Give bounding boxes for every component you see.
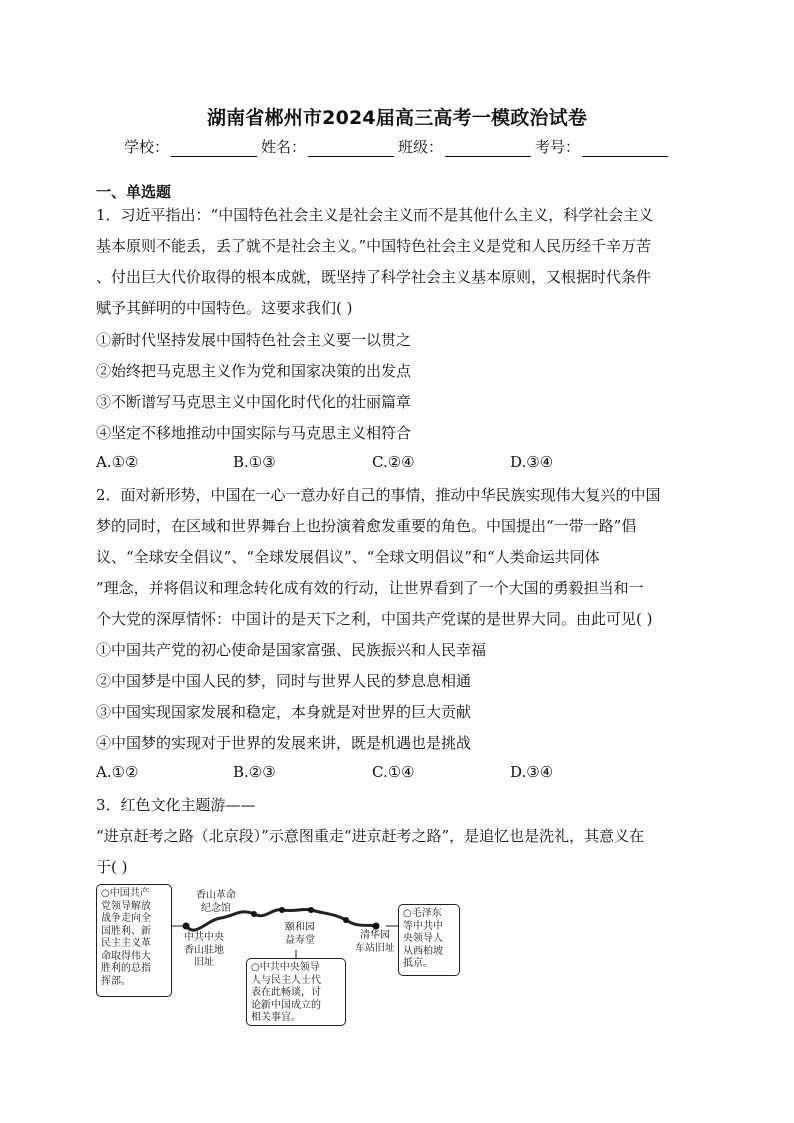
q1-statement: ④坚定不移地推动中国实际与马克思主义相符合 <box>96 424 412 442</box>
note-box-right: ○毛泽东 等中共中 央领导人 从西柏坡 抵京。 <box>398 904 460 976</box>
q2-statement: ③中国实现国家发展和稳定，本身就是对世界的巨大贡献 <box>96 703 472 721</box>
stop-dot <box>251 911 257 917</box>
q3-line: 于( ) <box>96 858 128 876</box>
number-blank[interactable] <box>582 140 668 157</box>
q1-statement: ②始终把马克思主义作为党和国家决策的出发点 <box>96 362 412 380</box>
class-field <box>398 136 531 157</box>
stop-dot <box>308 907 314 913</box>
q1-option-b[interactable]: B.①③ <box>233 453 276 471</box>
q3-line: 3．红色文化主题游—— <box>96 796 256 814</box>
place-summer-palace: 颐和园 益寿堂 <box>285 922 315 946</box>
q2-line: 梦的同时，在区域和世界舞台上也扮演着愈发重要的角色。中国提出“一带一路”倡 <box>96 517 637 535</box>
q2-line: 个大党的深厚情怀：中国计的是天下之利，中国共产党谋的是世界大同。由此可见( ) <box>96 610 653 628</box>
section-title: 一、单选题 <box>96 183 172 201</box>
q1-statement: ③不断谱写马克思主义中国化时代化的壮丽篇章 <box>96 393 412 411</box>
q1-line: 1．习近平指出：“中国特色社会主义是社会主义而不是其他什么主义，科学社会主义 <box>96 206 654 224</box>
route-diagram <box>96 878 476 1028</box>
q1-option-a[interactable]: A.①② <box>96 453 139 471</box>
q2-line: ”理念，并将倡议和理念转化成有效的行动，让世界看到了一个大国的勇毅担当和一 <box>96 579 644 597</box>
q1-statement: ①新时代坚持发展中国特色社会主义要一以贯之 <box>96 331 412 349</box>
place-tsinghua-station: 清华园 车站旧址 <box>355 930 395 954</box>
number-label: 考号： <box>535 138 581 156</box>
school-field <box>124 136 257 157</box>
q2-option-b[interactable]: B.②③ <box>233 763 276 781</box>
place-xiangshan-residence: 中共中央 香山驻地 旧址 <box>184 932 224 968</box>
page-title: 湖南省郴州市2024届高三高考一模政治试卷 <box>206 107 588 129</box>
school-label: 学校： <box>124 138 170 156</box>
q2-statement: ①中国共产党的初心使命是国家富强、民族振兴和人民幸福 <box>96 641 487 659</box>
note-box-left: ○中国共产 党领导解放 战争走向全 国胜利、新 民主主义革 命取得伟大 胜利的总指 挥部。 <box>96 884 172 997</box>
q1-option-c[interactable]: C.②④ <box>372 453 415 471</box>
class-blank[interactable] <box>445 140 531 157</box>
student-info-row <box>124 136 684 157</box>
q2-statement: ②中国梦是中国人民的梦，同时与世界人民的梦息息相通 <box>96 672 472 690</box>
stop-dot <box>279 907 285 913</box>
q2-line: 2．面对新形势，中国在一心一意办好自己的事情，推动中华民族实现伟大复兴的中国 <box>96 486 661 504</box>
q1-line: 基本原则不能丢，丢了就不是社会主义。”中国特色社会主义是党和人民历经千辛万苦 <box>96 237 652 255</box>
name-label: 姓名： <box>261 138 307 156</box>
q2-option-a[interactable]: A.①② <box>96 763 139 781</box>
school-blank[interactable] <box>171 140 257 157</box>
stop-dot <box>343 917 349 923</box>
name-field <box>261 136 394 157</box>
q2-statement: ④中国梦的实现对于世界的发展来讲，既是机遇也是挑战 <box>96 734 472 752</box>
stop-dot <box>373 923 380 930</box>
q2-option-c[interactable]: C.①④ <box>372 763 415 781</box>
q1-line: 、付出巨大代价取得的根本成就，既坚持了科学社会主义基本原则，又根据时代条件 <box>96 268 652 286</box>
q1-option-d[interactable]: D.③④ <box>510 453 554 471</box>
q3-line: “进京赶考之路（北京段）”示意图重走“进京赶考之路”，是追忆也是洗礼，其意义在 <box>96 827 645 845</box>
q1-line: 赋予其鲜明的中国特色。这要求我们( ) <box>96 299 353 317</box>
number-field <box>535 136 668 157</box>
place-xiangshan-museum: 香山革命 纪念馆 <box>196 890 236 914</box>
q2-option-d[interactable]: D.③④ <box>510 763 554 781</box>
q2-line: 议、“全球安全倡议”、“全球发展倡议”、“全球文明倡议”和“人类命运共同体 <box>96 548 600 566</box>
note-box-middle: ○中共中央领导 人与民主人士代 表在此畅谈，讨 论新中国成立的 相关事宜。 <box>246 958 346 1026</box>
name-blank[interactable] <box>308 140 394 157</box>
class-label: 班级： <box>398 138 444 156</box>
